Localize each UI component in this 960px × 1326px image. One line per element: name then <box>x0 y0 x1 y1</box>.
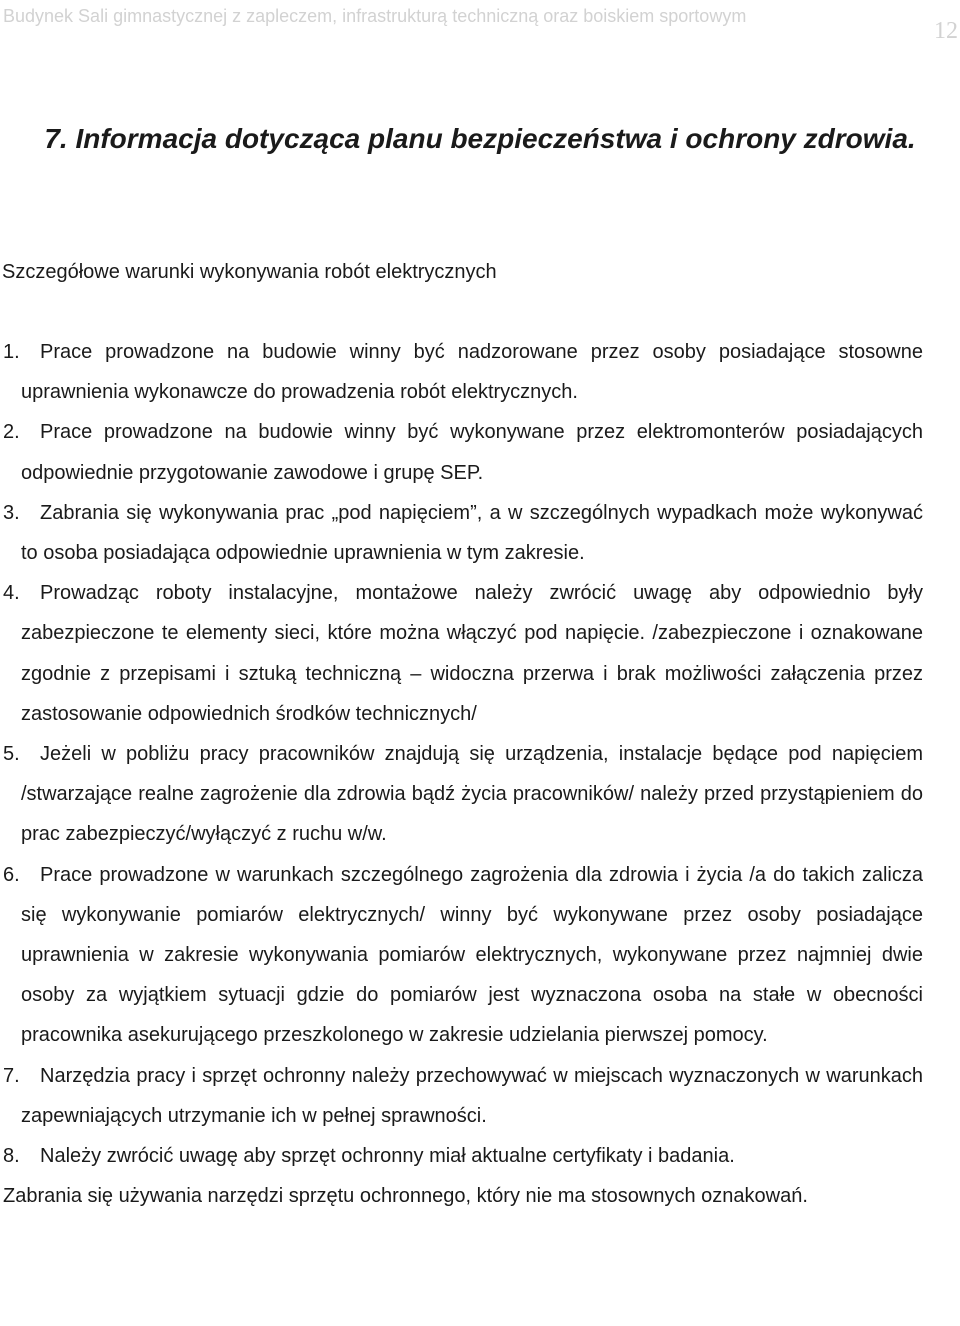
item-text: Zabrania się wykonywania prac „pod napięciem”, a w szczególnych wypadkach może wykonywać to osoba posiadająca odpowiednie uprawnienia w tym zakresie. <box>21 501 923 565</box>
item-text: Prowadząc roboty instalacyjne, montażowe należy zwrócić uwagę aby odpowiednio były zabezpieczone te elementy sieci, które można włączyć pod napięcie. /zabezpieczone i oznakowane zgodnie z przepisami i sztuką techniczną – widoczna przerwa i brak możliwości załączenia przez zastosowanie odpowiednich środków technicznych/ <box>21 582 923 725</box>
item-number: 1. <box>3 341 20 363</box>
list-item <box>0 1136 960 1176</box>
item-number: 3. <box>3 501 20 524</box>
closing-paragraph: Zabrania się używania narzędzi sprzętu ochronnego, który nie ma stosownych oznakowań. <box>3 1185 808 1208</box>
section-subtitle: Szczegółowe warunki wykonywania robót elektrycznych <box>2 261 497 283</box>
item-number: 6. <box>3 863 20 886</box>
section-heading: 7. Informacja dotycząca planu bezpieczeństwa i ochrony zdrowia. <box>44 123 916 154</box>
page-number: 12 <box>934 18 958 44</box>
item-number: 5. <box>3 743 20 766</box>
list-item <box>0 493 960 573</box>
item-text: Prace prowadzone w warunkach szczególnego zagrożenia dla zdrowia i życia /a do takich zalicza się wykonywanie pomiarów elektrycznych/ winny być wykonywane przez osoby posiadające uprawnienia w zakresie wykonywania pomiarów elektrycznych, wykonywane przez najmniej dwie osoby za wyjątkiem sytuacji gdzie do pomiarów jest wyznaczona osoba na stałe w obecności pracownika asekurującego przeszkolonego w zakresie udzielania pierwszej pomocy. <box>21 863 923 1047</box>
item-text: Prace prowadzone na budowie winny być nadzorowane przez osoby posiadające stosowne uprawnienia wykonawcze do prowadzenia robót elektrycznych. <box>21 341 923 404</box>
item-text: Jeżeli w pobliżu pracy pracowników znajdują się urządzenia, instalacje będące pod napięciem /stwarzające realne zagrożenie dla zdrowia bądź życia pracowników/ należy przed przystąpieniem do prac zabezpieczyć/wyłączyć z ruchu w/w. <box>21 743 923 846</box>
item-number: 7. <box>3 1064 20 1087</box>
list-item <box>0 855 960 1056</box>
page-header <box>0 4 960 44</box>
requirements-list <box>0 332 960 1176</box>
item-number: 8. <box>3 1145 20 1168</box>
document-body <box>0 332 960 1216</box>
list-item <box>0 412 960 492</box>
item-text: Należy zwrócić uwagę aby sprzęt ochronny miał aktualne certyfikaty i badania. <box>40 1145 735 1168</box>
item-number: 2. <box>3 421 20 444</box>
list-item <box>0 1056 960 1136</box>
list-item <box>0 573 960 734</box>
list-item <box>0 332 960 412</box>
item-text: Narzędzia pracy i sprzęt ochronny należy przechowywać w miejscach wyznaczonych w warunkach zapewniających utrzymanie ich w pełnej sprawności. <box>21 1064 923 1127</box>
item-number: 4. <box>3 582 20 605</box>
header-text: Budynek Sali gimnastycznej z zapleczem, infrastrukturą techniczną oraz boiskiem sportowym <box>3 6 747 26</box>
item-text: Prace prowadzone na budowie winny być wykonywane przez elektromonterów posiadających odpowiednie przygotowanie zawodowe i grupę SEP. <box>21 421 923 484</box>
list-item <box>0 734 960 855</box>
